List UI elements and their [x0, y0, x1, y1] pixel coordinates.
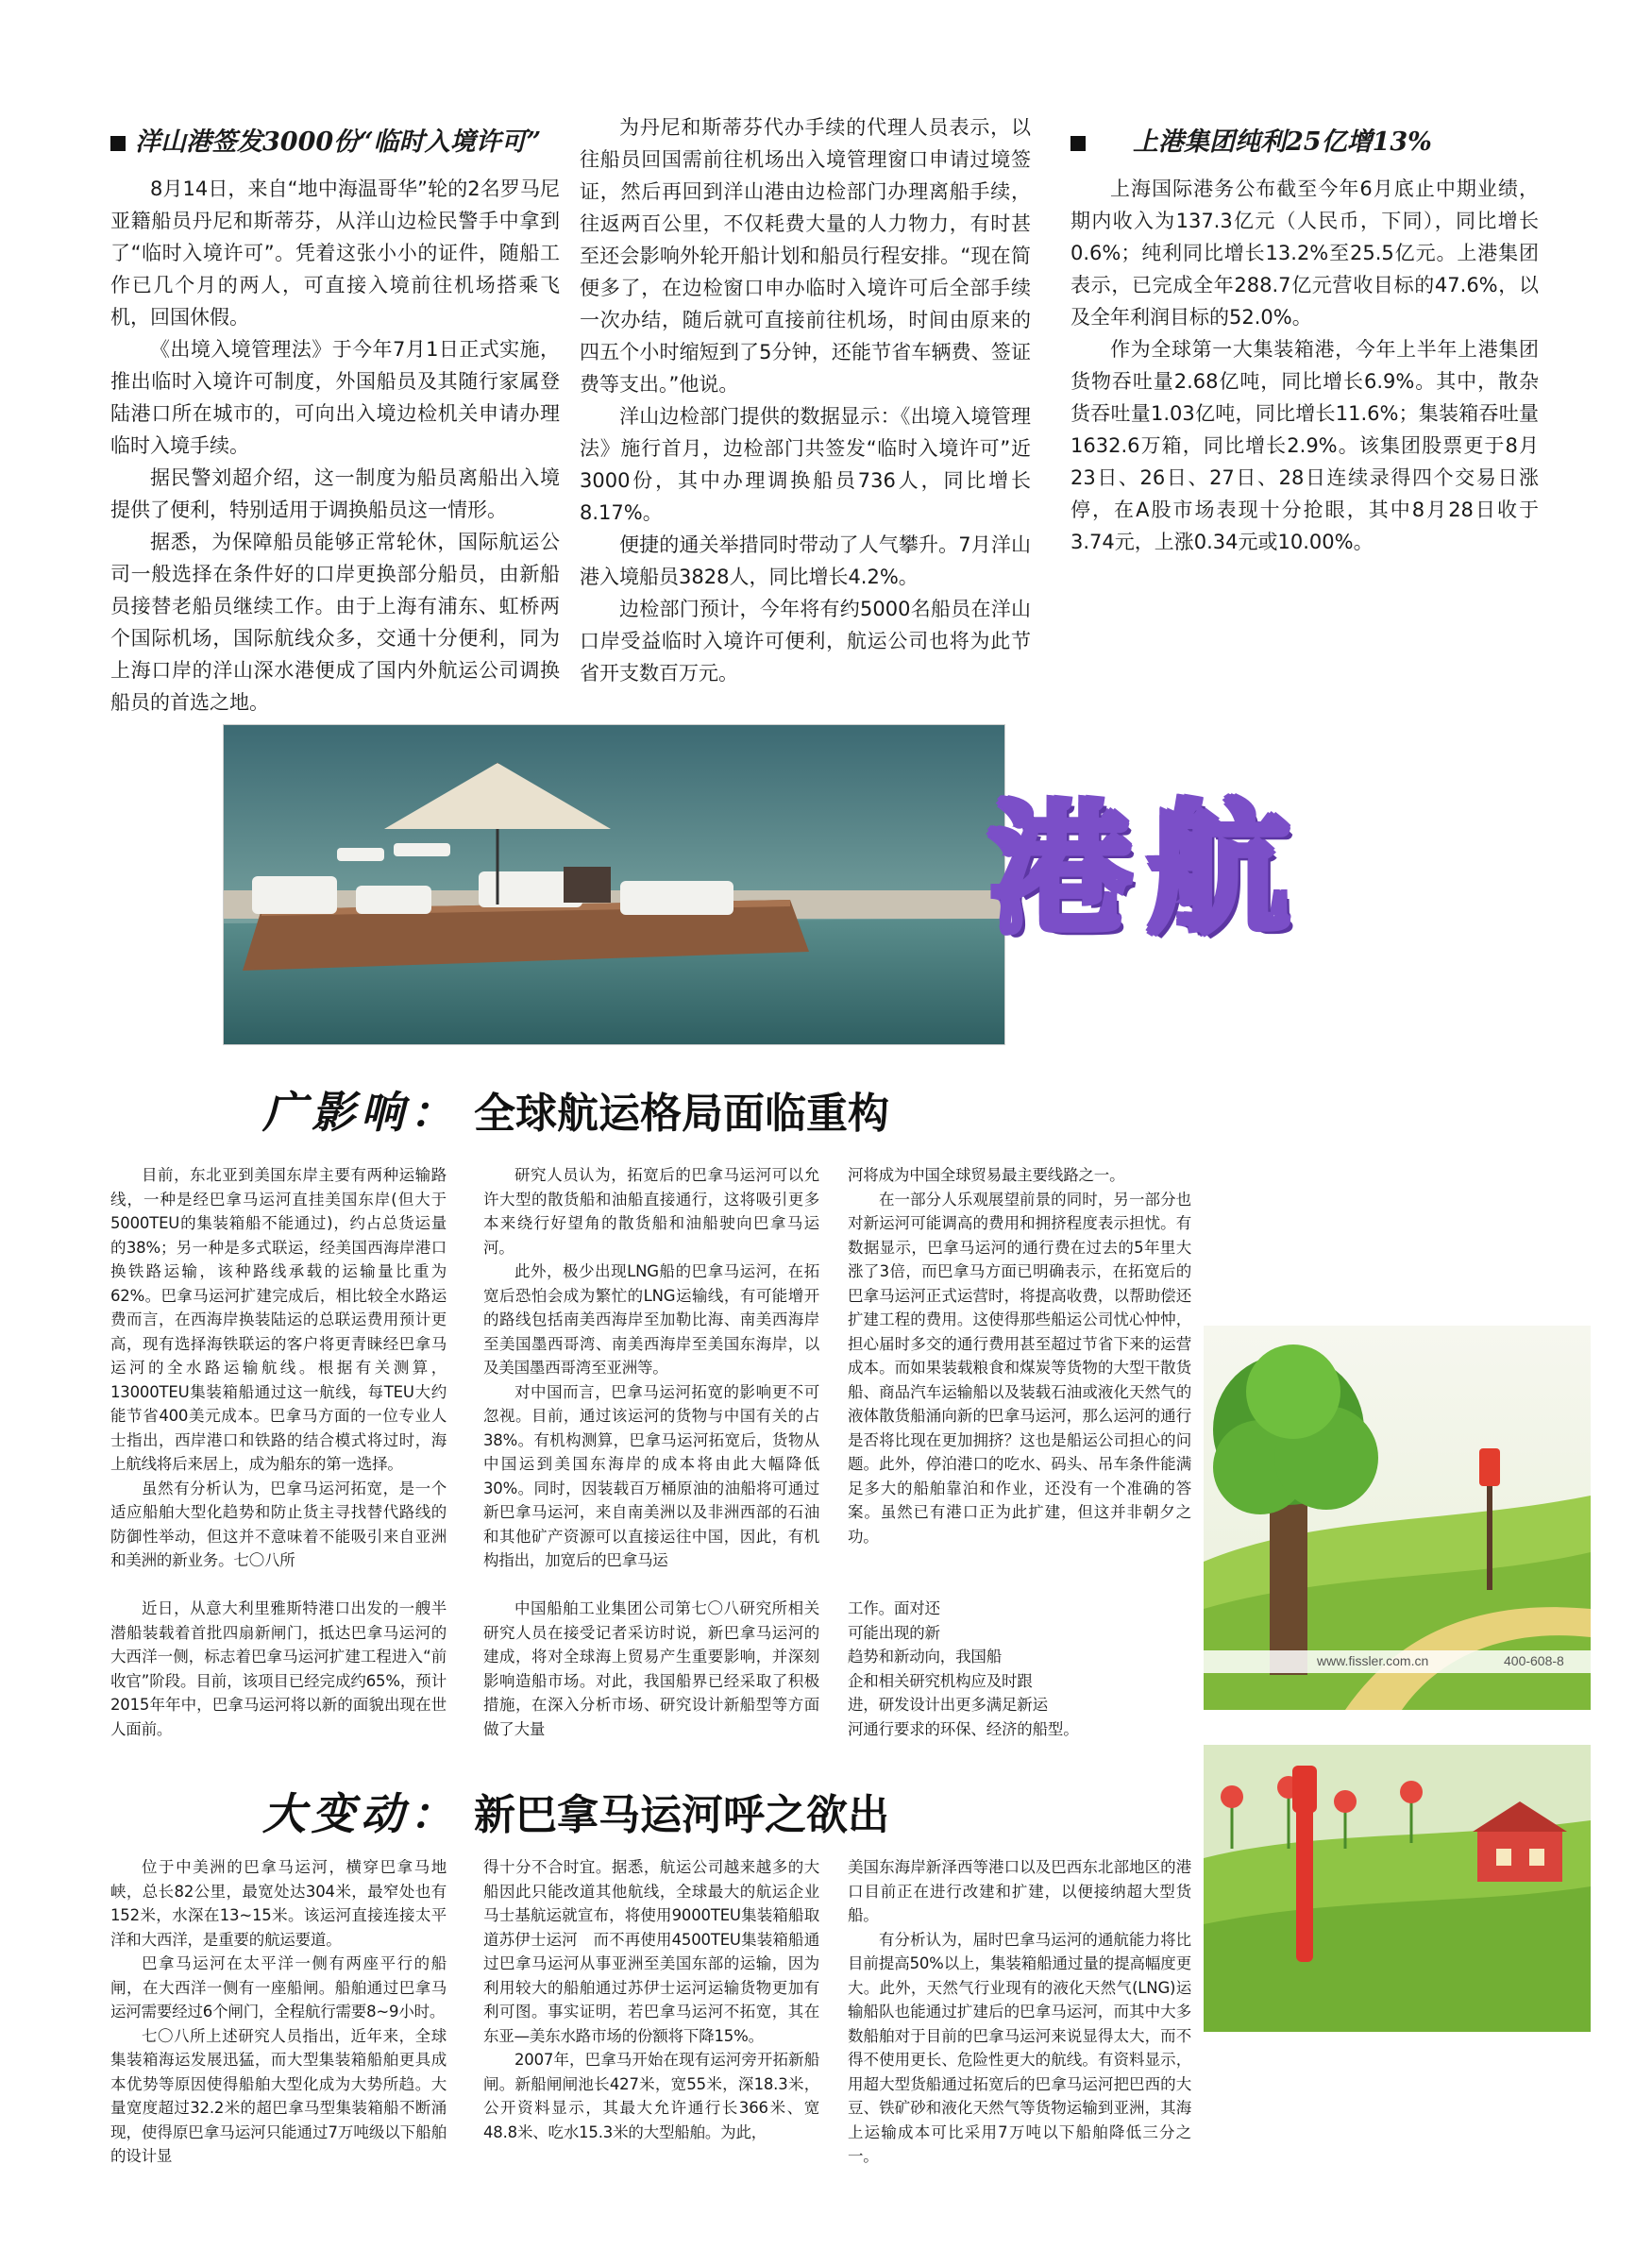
paragraph: 边检部门预计，今年将有约5000名船员在洋山口岸受益临时入境许可便利，航运公司也将为此节省开支数百万元。 — [580, 598, 1031, 685]
canal-column-2 — [483, 1855, 819, 2144]
paragraph: 虽然有分析认为，巴拿马运河拓宽，是一个适应船舶大型化趋势和防止货主寻找替代路线的防御性举动，但这并不意味着不能吸引来自亚洲和美洲的新业务。七〇八所 — [110, 1479, 447, 1569]
canal-column-3 — [848, 1855, 1191, 2169]
global-column-1 — [110, 1163, 447, 1573]
canal-kicker: 大变动： — [262, 1788, 459, 1839]
paragraph: 近日，从意大利里雅斯特港口出发的一艘半潜船装载着首批四扇新闸门，抵达巴拿马运河的大西洋一侧，标志着巴拿马运河扩建工程进入“前收官”阶段。目前，该项目已经完成约65%，预计2015年年中，巴拿马运河将以新的面貌出现在世人面前。 — [110, 1599, 447, 1738]
paragraph-line: 工作。面对还 — [848, 1599, 940, 1617]
global-column-3 — [848, 1163, 1191, 1548]
cookware-ad-flowers — [1204, 1745, 1591, 2032]
paragraph: 此外，极少出现LNG船的巴拿马运河，在拓宽后恐怕会成为繁忙的LNG运输线，有可能增开的路线包括南美西海岸至加勒比海、南美西海岸至美国墨西哥湾、南美西海岸至美国东海岸，以及美国墨西哥湾至亚洲等。 — [483, 1262, 819, 1377]
sipg-body — [1070, 173, 1539, 558]
canal-title: 新巴拿马运河呼之欲出 — [474, 1791, 889, 1839]
sipg-headline: 上港集团纯利25亿增13% — [1070, 127, 1432, 159]
paragraph: 上海国际港务公布截至今年6月底止中期业绩，期内收入为137.3亿元（人民币，下同），同比增长0.6%；纯利同比增长13.2%至25.5亿元。上港集团表示，已完成全年288.7亿元营收目标的47.6%，以及全年利润目标的52.0%。 — [1070, 178, 1539, 329]
tree-illustration — [1204, 1326, 1591, 1710]
yangshan-column-1 — [110, 173, 560, 719]
paragraph: 洋山边检部门提供的数据显示：《出境入境管理法》施行首月，边检部门共签发“临时入境许可”近3000份，其中办理调换船员736人，同比增长8.17%。 — [580, 405, 1031, 524]
paragraph: 研究人员认为，拓宽后的巴拿马运河可以允许大型的散货船和油船直接通行，这将吸引更多本来绕行好望角的散货船和油船驶向巴拿马运河。 — [483, 1166, 819, 1257]
ad-phone: 400-608-8 — [1504, 1653, 1564, 1668]
paragraph: 有分析认为，届时巴拿马运河的通航能力将比目前提高50%以上，集装箱船通过量的提高幅度更大。此外，天然气行业现有的液化天然气(LNG)运输船队也能通过扩建后的巴拿马运河，而其中大多数船舶对于目前的巴拿马运河来说显得太大，而不得不使用更长、危险性更大的航线。有资料显示，用超大型货船通过拓宽后的巴拿马运河把巴西的大豆、铁矿砂和液化天然气等货物运输到亚洲，其海上运输成本可比采用7万吨以下船舶降低三分之一。 — [848, 1930, 1191, 2165]
paragraph: 在一部分人乐观展望前景的同时，另一部分也对新运河可能调高的费用和拥挤程度表示担忧。有数据显示，巴拿马运河的通行费在过去的5年里大涨了3倍，而巴拿马方面已明确表示，在拓宽后的巴拿马运河正式运营时，将提高收费，以帮助偿还扩建工程的费用。这使得那些船运公司忧心忡忡，担心届时多交的通行费用甚至超过节省下来的运营成本。而如果装载粮食和煤炭等货物的大型干散货船、商品汽车运输船以及装载石油或液化天然气的液体散货船涌向新的巴拿马运河，那么运河的通行是否将比现在更加拥挤？这也是船运公司担心的问题。此外，停泊港口的吃水、码头、吊车条件能满足多大的船舶靠泊和作业，还没有一个准确的答案。虽然已有港口正为此扩建，但这并非朝夕之功。 — [848, 1190, 1191, 1546]
paragraph: 作为全球第一大集装箱港，今年上半年上港集团货物吞吐量2.68亿吨，同比增长6.9%。其中，散杂货吞吐量1.03亿吨，同比增长11.6%；集装箱吞吐量1632.6万箱，同比增长2.9%。该集团股票更于8月23日、26日、27日、28日连续录得四个交易日涨停，在A股市场表现十分抢眼，其中8月28日收于3.74元，上涨0.34元或10.00%。 — [1070, 338, 1539, 553]
global-kicker: 广影响： — [262, 1087, 459, 1138]
paragraph: 中国船舶工业集团公司第七〇八研究所相关研究人员在接受记者采访时说，新巴拿马运河的建成，将对全球海上贸易产生重要影响，并深刻影响造船市场。对此，我国船界已经采取了积极措施，在深入分析市场、研究设计新船型等方面做了大量 — [483, 1599, 819, 1738]
bullet-square-icon — [1070, 136, 1086, 151]
paragraph: 据民警刘超介绍，这一制度为船员离船出入境提供了便利，特别适用于调换船员这一情形。 — [110, 466, 560, 521]
paragraph-line: 河通行要求的环保、经济的船型。 — [848, 1719, 1079, 1738]
paragraph: 河将成为中国全球贸易最主要线路之一。 — [848, 1166, 1125, 1184]
bullet-square-icon — [110, 136, 126, 151]
paragraph: 七〇八所上述研究人员指出，近年来，全球集装箱海运发展迅猛，而大型集装箱船舶更具成本优势等原因使得船舶大型化成为大势所趋。大量宽度超过32.2米的超巴拿马型集装箱船不断涌现，使得原巴拿马运河只能通过7万吨级以下船舶的设计显 — [110, 2026, 447, 2165]
pool-deck-illustration — [224, 725, 1004, 1044]
paragraph-line: 可能出现的新 — [848, 1623, 940, 1642]
paragraph: 巴拿马运河在太平洋一侧有两座平行的船闸，在大西洋一侧有一座船闸。船舶通过巴拿马运河需要经过6个闸门，全程航行需要8~9小时。 — [110, 1954, 447, 2021]
yangshan-column-2 — [580, 111, 1031, 689]
paragraph: 目前，东北亚到美国东岸主要有两种运输路线，一种是经巴拿马运河直挂美国东岸(但大于5000TEU的集装箱船不能通过)，约占总货运量的38%；另一种是多式联运，经美国西海岸港口换铁路运输，该种路线承载的运输量比重为62%。巴拿马运河扩建完成后，相比较全水路运费而言，在西海岸换装陆运的总联运费用预计更高，现有选择海铁联运的客户将更青睐经巴拿马运河的全水路运输航线。根据有关测算，13000TEU集装箱船通过这一航线，每TEU大约能节省400美元成本。巴拿马方面的一位专业人士指出，西岸港口和铁路的结合模式将过时，海上航线将后来居上，成为船东的第一选择。 — [110, 1166, 447, 1473]
paragraph: 得十分不合时宜。据悉，航运公司越来越多的大船因此只能改道其他航线，全球最大的航运企业马士基航运就宣布，将使用9000TEU集装箱船取道苏伊士运河 而不再使用4500TEU集装箱船通过巴拿马运河从事亚洲至美国东部的运输，因为利用较大的船舶通过苏伊士运河运输货物更加有利可图。事实证明，若巴拿马运河不拓宽，其在东亚—美东水路市场的份额将下降15%。 — [483, 1858, 819, 2045]
paragraph: 为丹尼和斯蒂芬代办手续的代理人员表示，以往船员回国需前往机场出入境管理窗口申请过境签证，然后再回到洋山港由边检部门办理离船手续，往返两百公里，不仅耗费大量的人力物力，有时甚至还会影响外轮开船计划和船员行程安排。“现在简便多了，在边检窗口申办临时入境许可后全部手续一次办结，随后就可直接前往机场，时间由原来的四五个小时缩短到了5分钟，还能节省车辆费、签证费等支出。”他说。 — [580, 116, 1031, 396]
paragraph: 2007年，巴拿马开始在现有运河旁开拓新船闸。新船闸闸池长427米，宽55米，深18.3米，公开资料显示，其最大允许通行长366米、宽48.8米、吃水15.3米的大型船舶。为此， — [483, 2051, 819, 2141]
global-bottom-column-3 — [848, 1597, 1131, 1741]
paragraph-line: 进，研发设计出更多满足新运 — [848, 1696, 1048, 1714]
global-section-title — [262, 1078, 889, 1141]
yangshan-headline: 洋山港签发3000份“临时入境许可” — [110, 127, 541, 159]
section-badge-ganghang: 港航 — [989, 788, 1307, 953]
paragraph-line: 趋势和新动向，我国船 — [848, 1648, 1003, 1666]
canal-column-1 — [110, 1855, 447, 2169]
flowers-house-illustration — [1204, 1745, 1591, 2032]
paragraph: 对中国而言，巴拿马运河拓宽的影响更不可忽视。目前，通过该运河的货物与中国有关的占38%。有机构测算，巴拿马运河拓宽后，货物从中国运到美国东海岸的成本将由此大幅降低30%。同时，因装载百万桶原油的油船将可通过新巴拿马运河，来自南美洲以及非洲西部的石油和其他矿产资源可以直接运往中国，因此，有机构指出，加宽后的巴拿马运 — [483, 1382, 819, 1569]
canal-section-title — [262, 1780, 889, 1842]
paragraph: 便捷的通关举措同时带动了人气攀升。7月洋山港入境船员3828人，同比增长4.2%。 — [580, 533, 1031, 588]
paragraph: 8月14日，来自“地中海温哥华”轮的2名罗马尼亚籍船员丹尼和斯蒂芬，从洋山边检民警手中拿到了“临时入境许可”。凭着这张小小的证件，随船工作已几个月的两人，可直接入境前往机场搭乘飞机，回国休假。 — [110, 178, 560, 329]
cookware-ad-tree — [1204, 1326, 1591, 1710]
global-bottom-column-2 — [483, 1597, 819, 1741]
global-column-2 — [483, 1163, 819, 1573]
global-bottom-column-1 — [110, 1597, 447, 1741]
pool-deck-photo — [224, 725, 1004, 1044]
paragraph: 位于中美洲的巴拿马运河，横穿巴拿马地峡，总长82公里，最宽处达304米，最窄处也有152米，水深在13~15米。该运河直接连接太平洋和大西洋，是重要的航运要道。 — [110, 1858, 447, 1949]
paragraph: 《出境入境管理法》于今年7月1日正式实施，推出临时入境许可制度，外国船员及其随行家属登陆港口所在城市的，可向出入境边检机关申请办理临时入境手续。 — [110, 338, 560, 457]
paragraph: 美国东海岸新泽西等港口以及巴西东北部地区的港口目前正在进行改建和扩建，以便接纳超大型货船。 — [848, 1858, 1191, 1924]
paragraph: 据悉，为保障船员能够正常轮休，国际航运公司一般选择在条件好的口岸更换部分船员，由新船员接替老船员继续工作。由于上海有浦东、虹桥两个国际机场，国际航线众多，交通十分便利，同为上海口岸的洋山深水港便成了国内外航运公司调换船员的首选之地。 — [110, 531, 560, 714]
paragraph-line: 企和相关研究机构应及时跟 — [848, 1671, 1033, 1690]
global-title: 全球航运格局面临重构 — [474, 1090, 889, 1138]
ad-url: www.fissler.com.cn — [1317, 1653, 1429, 1668]
